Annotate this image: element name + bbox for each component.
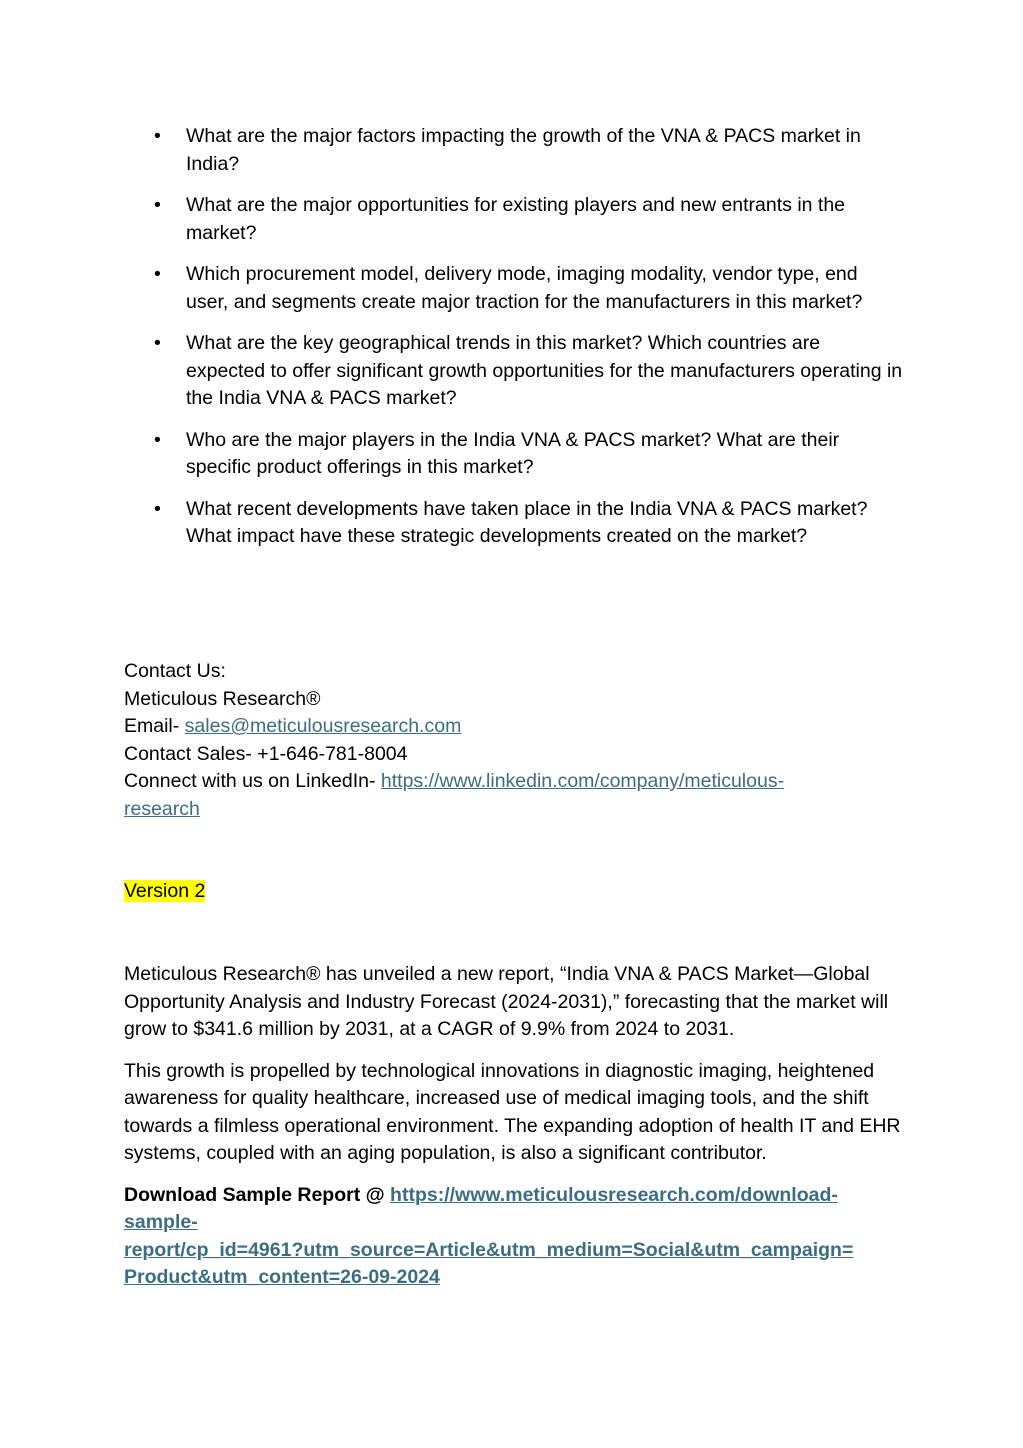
version-label [124,878,205,906]
linkedin-link[interactable]: https://www.linkedin.com/company/meticulous- [380,770,785,792]
list-item-text: Which procurement model, delivery mode, imaging modality, vendor type, end user, and segments create major traction for the manufacturers in this market? [186,263,863,313]
list-item [124,427,904,482]
linkedin-link-cont[interactable]: research [124,797,200,820]
report-body [124,961,904,1292]
paragraph: This growth is propelled by technological innovations in diagnostic imaging, heightened awareness for quality healthcare, increased use of medical imaging tools, and the shift towards a filmless operational environment. The expanding adoption of health IT and EHR systems, coupled with an aging population, is also a significant contributor. [124,1059,901,1164]
bullet-icon: • [154,332,161,354]
list-item-text: What are the major factors impacting the growth of the VNA & PACS market in India? [186,125,861,175]
bullet-icon: • [154,194,161,216]
contact-section [124,658,904,823]
bullet-icon: • [154,263,161,285]
download-link-cont[interactable]: sample- [124,1211,198,1233]
list-item-text: What are the major opportunities for existing players and new entrants in the market? [186,194,846,244]
bullet-icon: • [154,497,161,520]
download-link-cont[interactable]: report/cp_id=4961?utm_source=Article&utm_medium=Social&utm_campaign= [124,1238,854,1261]
list-item-text: What are the key geographical trends in this market? Which countries are expected to offer significant growth opportunities for the manufacturers operating in the India VNA & PACS market? [186,332,903,409]
linkedin-line-cont [124,796,904,824]
list-item [124,330,904,413]
list-item-text: What recent developments have taken place in the India VNA & PACS market? What impact have these strategic developments created on the market? [186,497,868,547]
linkedin-line [124,768,904,796]
contact-heading: Contact Us: [124,660,226,682]
company-name: Meticulous Research® [124,687,321,710]
bullet-icon: • [154,125,161,147]
contact-sales: Contact Sales- +1-646-781-8004 [124,742,408,765]
list-item [124,261,904,316]
linkedin-label: Connect with us on LinkedIn- [124,770,381,792]
questions-list [124,123,904,565]
list-item [124,192,904,247]
list-item [124,123,904,178]
email-link[interactable]: sales@meticulousresearch.com [184,715,462,737]
bullet-icon: • [154,428,161,451]
download-link-cont[interactable]: Product&utm_content=26-09-2024 [124,1266,440,1288]
download-link[interactable]: https://www.meticulousresearch.com/download- [390,1183,838,1206]
paragraph: Meticulous Research® has unveiled a new report, “India VNA & PACS Market—Global Opportunity Analysis and Industry Forecast (2024-2031),” forecasting that the market will grow to $341.6 million by 2031, at a CAGR of 9.9% from 2024 to 2031. [124,963,889,1040]
email-label: Email- [124,715,185,737]
download-block [124,1182,904,1292]
list-item-text: Who are the major players in the India VNA & PACS market? What are their specific product offerings in this market? [186,428,840,478]
email-line [124,713,904,741]
version-highlight: Version 2 [124,880,206,902]
list-item [124,496,904,551]
download-label: Download Sample Report @ [124,1183,391,1206]
